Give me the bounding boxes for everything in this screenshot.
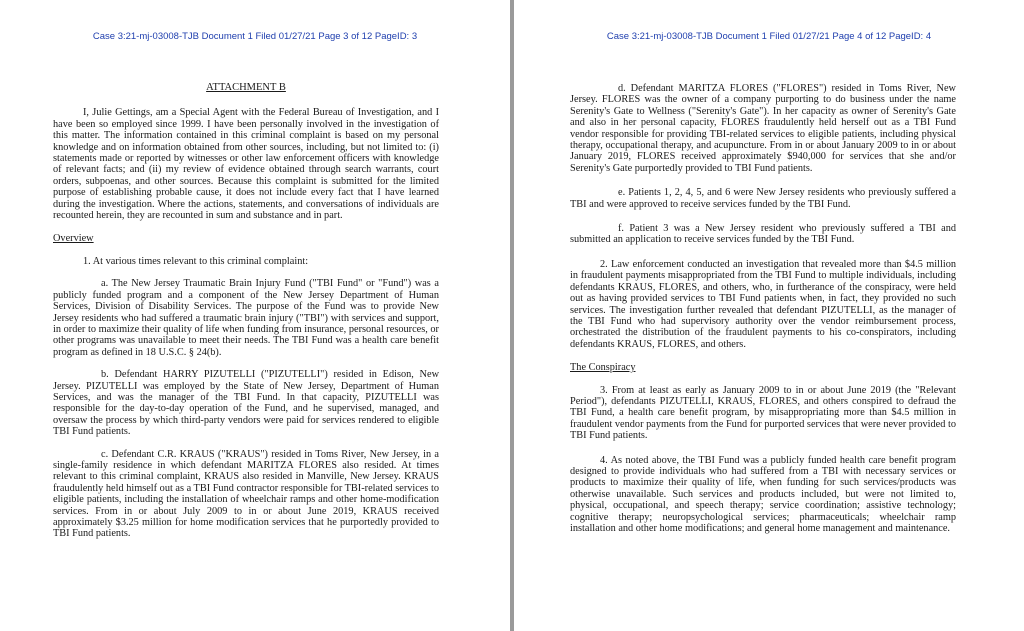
page-body — [570, 83, 956, 534]
paragraph-1c: c. Defendant C.R. KRAUS ("KRAUS") resided in Toms River, New Jersey, in a single-family residence in which defendant MARITZA FLORES also resided. At times relevant to this criminal complaint, KRAUS also resided in Manville, New Jersey. KRAUS fraudulently held himself out as a TBI Fund contractor responsible for TBI-related services to eligible patients, including the installation of wheelchair ramps and other home-modification services. From in or about July 2009 to in or about June 2019, KRAUS received approximately $3.25 million for home modification services that he purportedly provided to TBI Fund patients. — [53, 448, 439, 540]
paragraph-1e: e. Patients 1, 2, 4, 5, and 6 were New Jersey residents who previously suffered a TBI and were approved to receive services funded by the TBI Fund. — [570, 187, 956, 210]
paragraph-4: 4. As noted above, the TBI Fund was a publicly funded health care benefit program designed to provide individuals who had suffered from a TBI with necessary services or products to maximize their quality of life, when funding for such services/products was otherwise unavailable. Such services and products included, but were not limited to, physical, occupational, and speech therapy; service coordination; assistive technology; cognitive therapy; neuropsychological services; pharmaceuticals; wheelchair ramp installation and other home modifications; and general home management and maintenance. — [570, 454, 956, 534]
intro-paragraph: I, Julie Gettings, am a Special Agent with the Federal Bureau of Investigation, and I have been so employed since 1999. I have been personally involved in the investigation of this matter. The information contained in this criminal complaint is based on my personal knowledge and on information obtained from other sources, including, but not limited to: (i) statements made or reported by witnesses or other law enforcement officers with knowledge of relevant facts; and (ii) my review of evidence obtained through search warrants, court orders, subpoenas, and other sources. Because this complaint is submitted for the limited purpose of establishing probable cause, it does not include every fact that I have learned during the investigation. Where the actions, statements, and conversations of individuals are recounted herein, they are recounted in sum and substance and in part. — [53, 107, 439, 222]
page-header: Case 3:21-mj-03008-TJB Document 1 Filed 01/27/21 Page 3 of 12 PageID: 3 — [92, 31, 418, 42]
page-header: Case 3:21-mj-03008-TJB Document 1 Filed 01/27/21 Page 4 of 12 PageID: 4 — [606, 31, 932, 42]
document-page-3 — [0, 0, 510, 631]
page-body — [53, 82, 439, 540]
paragraph-1b: b. Defendant HARRY PIZUTELLI ("PIZUTELLI") resided in Edison, New Jersey. PIZUTELLI was employed by the State of New Jersey, Department of Human Services, and was the manager of the TBI Fund. In that capacity, PIZUTELLI was responsible for the day-to-day operation of the Fund, and he supervised, managed, and oversaw the process by which third-party vendors were paid for services rendered to eligible TBI Fund patients. — [53, 369, 439, 438]
paragraph-1d: d. Defendant MARITZA FLORES ("FLORES") resided in Toms River, New Jersey. FLORES was the owner of a company purporting to do business under the name Serenity's Gate to Wellness ("Serenity's Gate"). In her capacity as owner of Serenity's Gate and also in her personal capacity, FLORES fraudulently held herself out as a TBI Fund vendor responsible for providing TBI-related services to eligible patients, including physical therapy, occupational therapy, and acupuncture. From in or about January 2009 to in or about January 2019, FLORES received approximately $940,000 for services that she and/or Serenity's Gate purportedly provided to TBI Fund patients. — [570, 83, 956, 174]
document-page-4 — [514, 0, 1024, 631]
paragraph-2: 2. Law enforcement conducted an investigation that revealed more than $4.5 million in fraudulent payments misappropriated from the TBI Fund to multiple individuals, including defendants KRAUS, FLORES, and others, who, in furtherance of the conspiracy, were held out as having provided services to TBI Fund patients when, in fact, they provided no such services. The investigation further revealed that defendant PIZUTELLI, as the manager of the TBI Fund who had supervisory authority over the vendor reimbursement process, orchestrated the distribution of the fraudulent payments to his co-conspirators, including defendants KRAUS, FLORES, and others. — [570, 258, 956, 350]
overview-heading: Overview — [53, 233, 94, 245]
attachment-title: ATTACHMENT B — [206, 82, 286, 93]
paragraph-1a: a. The New Jersey Traumatic Brain Injury Fund ("TBI Fund" or "Fund") was a publicly funded program and a component of the New Jersey Department of Human Services, Division of Disability Services. The purpose of the Fund was to provide New Jersey residents who had suffered a traumatic brain injury ("TBI") with services and support, in order to maximize their quality of life when funding from insurance, personal resources, or other programs was unavailable to meet their needs. The TBI Fund was a health care benefit program as defined in 18 U.S.C. § 24(b). — [53, 278, 439, 358]
paragraph-1f: f. Patient 3 was a New Jersey resident who previously suffered a TBI and submitted an application to receive services funded by the TBI Fund. — [570, 223, 956, 246]
paragraph-1: 1. At various times relevant to this criminal complaint: — [83, 255, 309, 267]
paragraph-3: 3. From at least as early as January 2009 to in or about June 2019 (the "Relevant Period"), defendants PIZUTELLI, KRAUS, FLORES, and others conspired to defraud the TBI Fund, a health care benefit program, by misappropriating more than $4.5 million in fraudulent vendor payments from the Fund for purported services that were never provided to TBI Fund patients. — [570, 384, 956, 442]
conspiracy-heading: The Conspiracy — [570, 362, 636, 374]
